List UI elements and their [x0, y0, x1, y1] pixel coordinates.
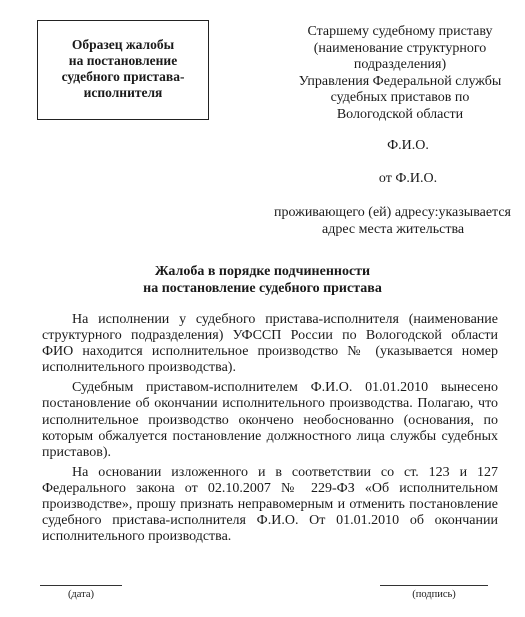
- sender-fio: от Ф.И.О.: [378, 171, 438, 186]
- sample-label-line: исполнителя: [83, 85, 163, 100]
- sample-label-line: на постановление: [68, 53, 178, 68]
- sample-label-line: Образец жалобы: [71, 37, 175, 52]
- sender-address: [274, 204, 511, 238]
- signature-line: [380, 585, 488, 586]
- addressee-line: Управления Федеральной службы: [298, 73, 502, 89]
- signature-caption: (подпись): [412, 589, 456, 600]
- addressee-block: [290, 24, 510, 123]
- addressee-line: судебных приставов по: [330, 90, 470, 105]
- sender-address-line: проживающего (ей) адресу:указывается: [274, 205, 511, 220]
- signature-field: [380, 585, 488, 600]
- sample-label: [62, 37, 185, 101]
- recipient-fio: Ф.И.О.: [387, 138, 429, 153]
- complaint-body: [42, 312, 498, 549]
- sample-label-box: [37, 20, 209, 120]
- body-paragraph: Судебным приставом-исполнителем Ф.И.О. 01.01.2010 вынесено постановление об окончании исполнительного производства. Полагаю, что исполнительное производство окончено необоснованно (основания, по которым обжалуется постановление должностного лица службы судебных приставов).: [42, 380, 498, 460]
- date-line: [40, 585, 122, 586]
- addressee-line: подразделения): [353, 57, 447, 72]
- date-caption: (дата): [67, 589, 95, 600]
- sender-address-line: адрес места жительства: [322, 222, 465, 237]
- addressee-line: Вологодской области: [336, 106, 464, 122]
- addressee-line: (наименование структурного: [313, 40, 487, 56]
- addressee-line: Старшему судебному приставу: [307, 24, 493, 39]
- date-signature-field: [40, 585, 122, 600]
- body-paragraph: На основании изложенного и в соответствии со ст. 123 и 127 Федерального закона от 02.10.2007 № 229-ФЗ «Об исполнительном производстве», прошу признать неправомерным и отменить постановление судебного пристава-исполнителя Ф.И.О. От 01.01.2010 об окончании исполнительного производства.: [42, 464, 498, 545]
- title-line: Жалоба в порядке подчиненности: [154, 264, 371, 279]
- body-paragraph: На исполнении у судебного пристава-исполнителя (наименование структурного подразделения) УФССП России по Вологодской области ФИО находится исполнительное производство № (указывается номер исполнительного производства).: [42, 312, 498, 376]
- title-line: на постановление судебного пристава: [143, 281, 382, 296]
- sample-label-line: судебного пристава-: [61, 69, 185, 84]
- document-title: [0, 263, 525, 297]
